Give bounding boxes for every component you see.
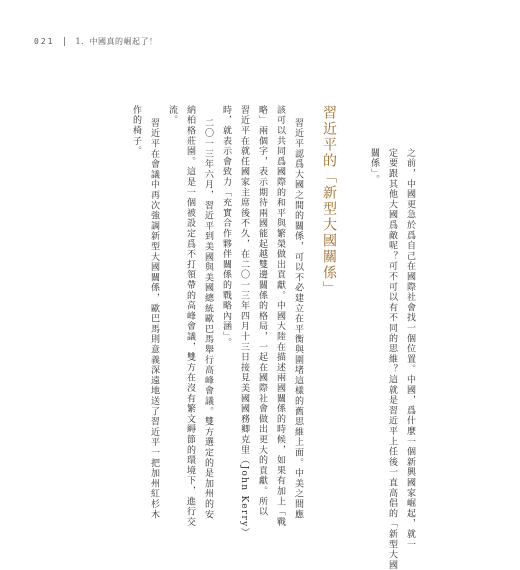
text-column: 該可以共同爲國際的和平與繁榮做出貢獻。中國大陸在描述兩國關係的時候，如果有加上「戰: [275, 105, 285, 528]
text-column: 定要跟其他大國爲敵呢？可不可以有不同的思維？這就是習近平上任後一直高倡的「新型大國: [387, 148, 397, 570]
text-column: 流。: [167, 105, 177, 126]
text-column: 納柏格莊園。這是一個被設定爲不打領帶的高峰會議，雙方在沒有繁文縟節的環境下，進行交: [185, 105, 195, 528]
running-head: [34, 36, 158, 47]
chapter-title: 1．中國真的崛起了！: [75, 37, 158, 46]
text-column: 二〇一三年六月，習近平到美國與美國總統歐巴馬舉行高峰會議。雙方選定的是加州的安: [203, 118, 213, 520]
text-column: 關係」。: [369, 148, 379, 185]
text-column: 之前，中國更急於爲自己在國際社會找一個位置。中國，爲什麼一個新興國家崛起，就一: [405, 148, 415, 550]
text-column: 作的椅子。: [131, 105, 141, 157]
text-column: 習近平在就任國家主席後不久，在二〇一三年四月十三日接見美國國務卿克里（John Kerry）: [239, 105, 249, 538]
text-column: 習近平在會議中再次強調新型大國關係，歐巴馬則意義深遠地送了習近平一把加州紅杉木: [149, 118, 159, 520]
section-heading: 習近平的「新型大國關係」: [321, 105, 337, 297]
text-column: 習近平認爲大國之間的關係，可以不必建立在平衡與圍堵這樣的舊思維上面。中美之間應: [293, 118, 303, 520]
text-column: 時，就表示會致力「充實合作夥伴關係的戰略內涵」。: [221, 105, 231, 348]
header-divider: [64, 37, 65, 46]
page-number: 021: [34, 37, 55, 46]
text-column: 略」兩個字，表示期待兩國能起越雙邊關係的格局，一起在國際社會做出更大的貢獻。所以: [257, 105, 267, 517]
